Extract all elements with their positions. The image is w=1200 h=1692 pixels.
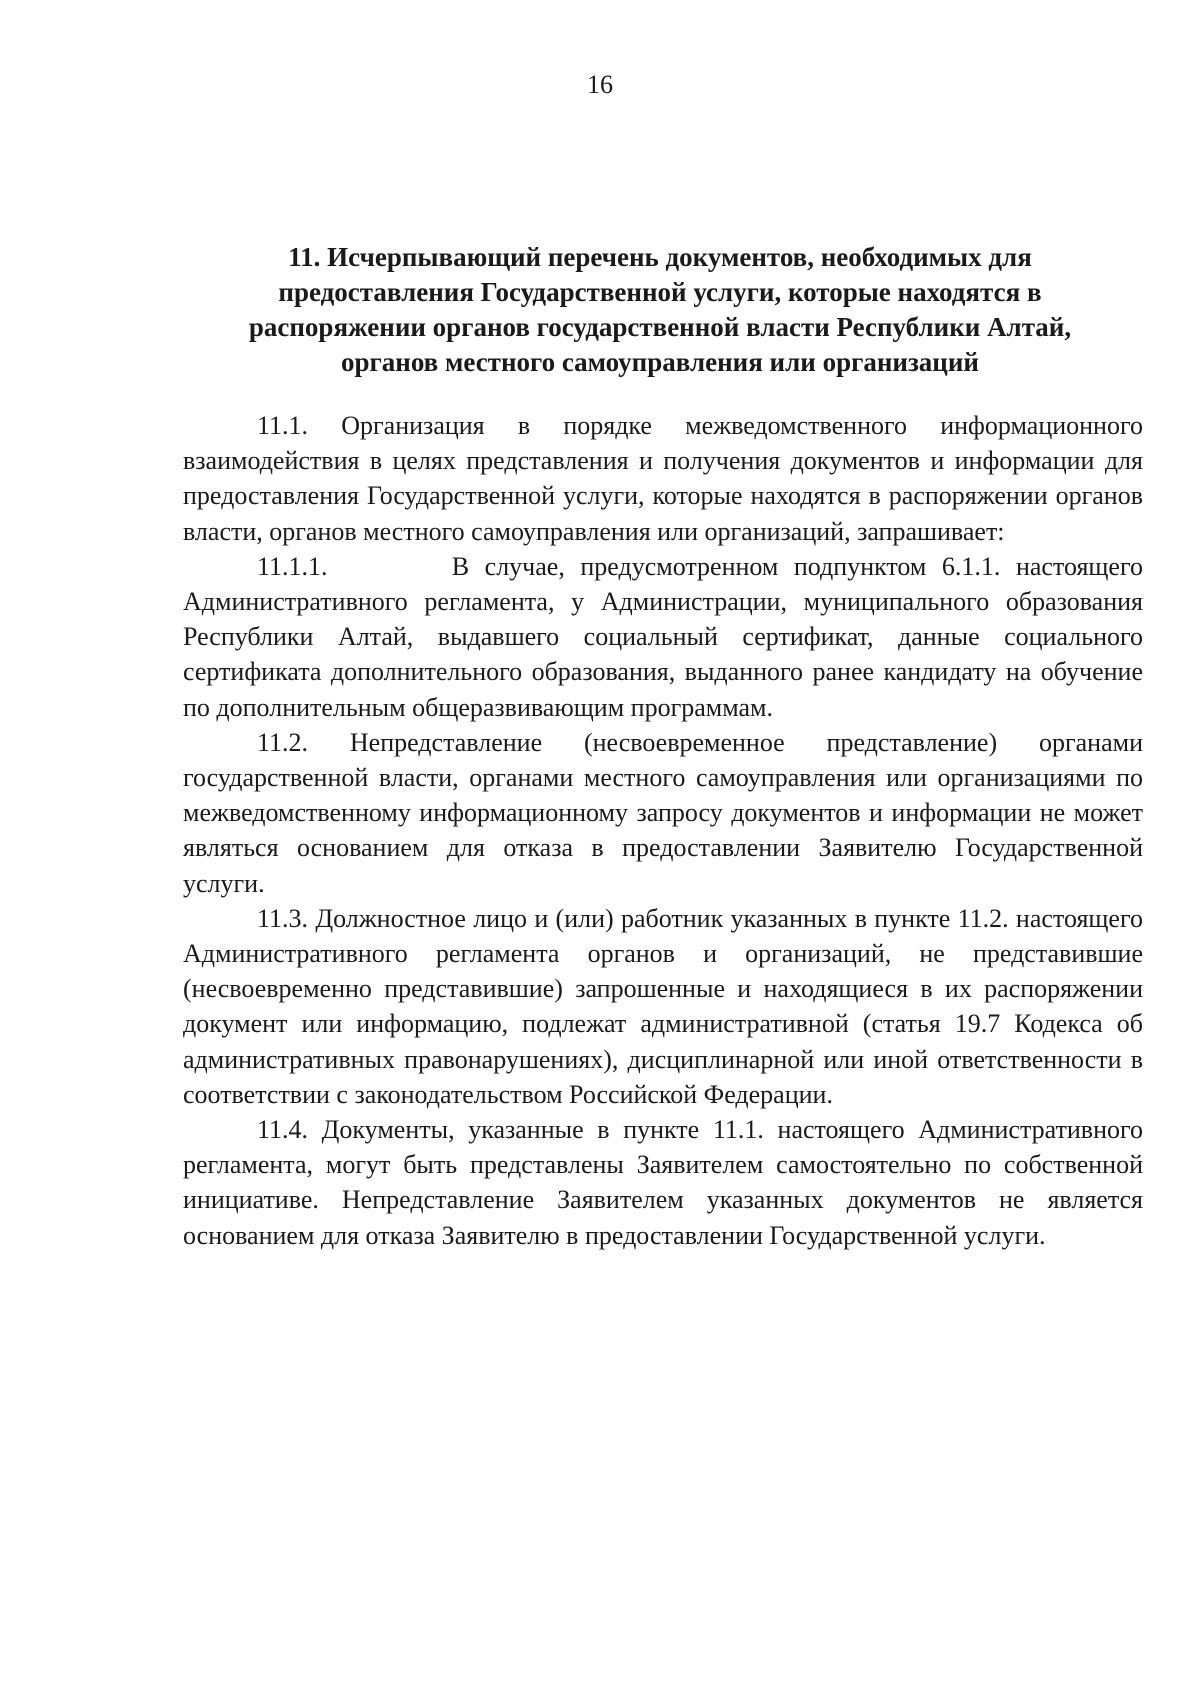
paragraph-11-3: 11.3. Должностное лицо и (или) работник указанных в пункте 11.2. настоящего Административного регламента органов и организаций, не представившие (несвоевременно представившие) запрошенные и находящиеся в их распоряжении документ или информацию, подлежат административной (статья 19.7 Кодекса об административных правонарушениях), дисциплинарной или иной ответственности в соответствии с законодательством Российской Федерации.: [183, 903, 1143, 1109]
paragraph-11-4: 11.4. Документы, указанные в пункте 11.1. настоящего Административного регламента, могут быть представлены Заявителем самостоятельно по собственной инициативе. Непредставление Заявителем указанных документов не является основанием для отказа Заявителю в предоставлении Государственной услуги.: [183, 1115, 1143, 1250]
section-heading-line: распоряжении органов государственной власти Республики Алтай,: [248, 312, 1072, 342]
document-body: [183, 408, 1150, 1253]
section-heading: [200, 240, 1120, 380]
page-number: 16: [587, 70, 613, 99]
paragraph-11-1-1: 11.1.1. В случае, предусмотренном подпунктом 6.1.1. настоящего Административного регламента, у Администрации, муниципального образования Республики Алтай, выдавшего социальный сертификат, данные социального сертификата дополнительного образования, выданного ранее кандидату на обучение по дополнительным общеразвивающим программам.: [183, 551, 1150, 722]
section-heading-line: органов местного самоуправления или организаций: [341, 347, 979, 377]
paragraph-11-2: 11.2. Непредставление (несвоевременное представление) органами государственной власти, органами местного самоуправления или организациями по межведомственному информационному запросу документов и информации не может являться основанием для отказа в предоставлении Заявителю Государственной услуги.: [183, 727, 1143, 898]
section-heading-line: предоставления Государственной услуги, которые находятся в: [278, 277, 1042, 307]
section-heading-line: 11. Исчерпывающий перечень документов, необходимых для: [288, 242, 1032, 272]
paragraph-11-1: 11.1. Организация в порядке межведомственного информационного взаимодействия в целях представления и получения документов и информации для предоставления Государственной услуги, которые находятся в распоряжении органов власти, органов местного самоуправления или организаций, запрашивает:: [183, 411, 1143, 546]
